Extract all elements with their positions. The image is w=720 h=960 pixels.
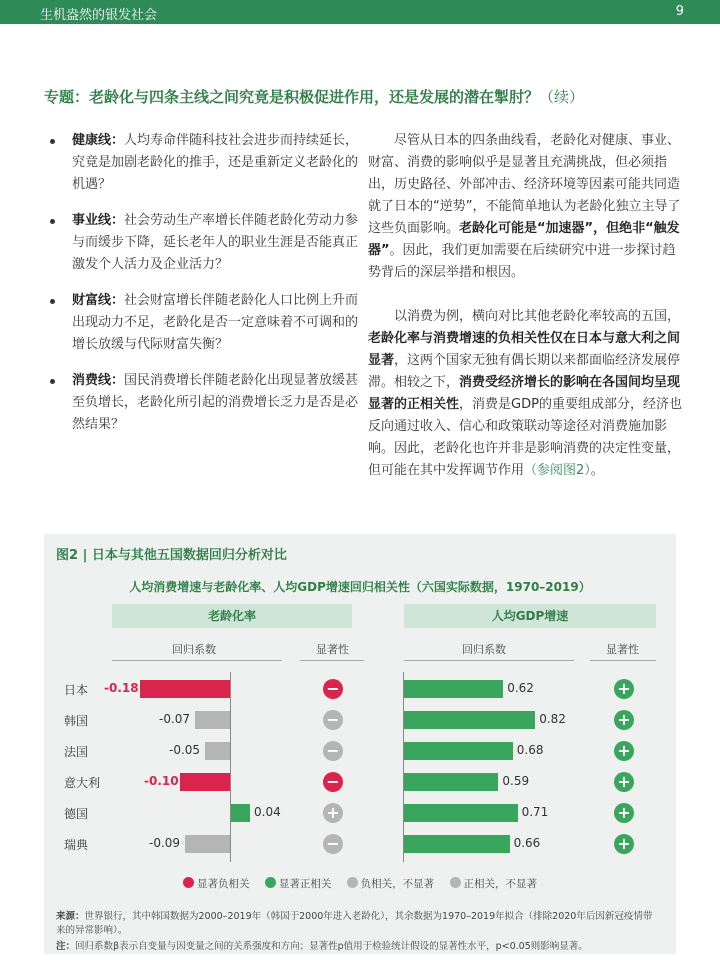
source-label: 来源： [56,911,85,922]
aging-significance-icon: − [323,772,343,792]
aging-value: -0.18 [104,681,139,695]
legend-label: 负相关，不显著 [360,878,435,890]
aging-value: -0.05 [169,743,201,757]
gdp-significance-icon: + [614,803,634,823]
aging-value: 0.04 [254,805,281,819]
gdp-value: 0.62 [507,681,534,695]
gdp-significance-icon: + [614,741,634,761]
legend-label: 显著负相关 [196,878,250,890]
row-label: 意大利 [64,776,101,790]
aging-bar [140,680,230,698]
rule-left-sig [300,660,364,661]
rule-right-sig [590,660,656,661]
gdp-zero-axis [403,672,404,862]
bullet-dot [50,379,55,384]
bullet-text: 社会财富增长伴随老龄化人口比例上升而出现动力不足，老龄化是否一定意味着不可调和的增长放缓与代际财富失衡？ [72,293,359,352]
bullet-title: 消费线： [72,373,125,388]
row-label: 韩国 [64,714,89,728]
legend-swatch [265,877,276,888]
bullet-text: 国民消费增长伴随老龄化出现显著放缓甚至负增长，老龄化所引起的消费增长乏力是否是必然结果？ [72,373,359,432]
col-header-coef-right: 回归系数 [462,643,506,656]
gdp-value: 0.68 [516,743,544,757]
legend-swatch [450,877,461,888]
col-header-sig-left: 显著性 [316,643,349,656]
row-label: 瑞典 [64,838,89,852]
source-text: 世界银行，其中韩国数据为2000–2019年（韩国于2000年进入老龄化），其余数据为1970–2019年拟合（排除2020年后因新冠疫情带来的异常影响）。 [56,911,653,936]
aging-value: -0.07 [159,712,191,726]
chart-legend [0,876,720,891]
body-column [368,130,682,504]
col-header-coef-left: 回归系数 [172,643,216,656]
legend-item-sig-pos [265,876,332,891]
bullet-text: 人均寿命伴随科技社会进步而持续延长，究竟是加剧老龄化的推手，还是重新定义老龄化的机遇？ [72,133,359,192]
gdp-bar [404,711,535,729]
bullet-title: 健康线： [72,133,125,148]
paragraph-text: 以消费为例，横向对比其他老龄化率较高的五国， [394,309,681,324]
header-bar [0,0,720,24]
legend-swatch [347,877,358,888]
bullet-dot [50,139,55,144]
paragraph-text: 。 [590,463,604,478]
aging-bar [195,711,230,729]
paragraph-1 [368,130,682,284]
gdp-value: 0.71 [521,805,549,819]
bullet-career [50,210,370,276]
gdp-significance-icon: + [614,710,634,730]
paragraph-bold: 老龄化可能是“加速器”，但绝非“触发器” [368,221,680,258]
legend-item-neg [347,876,435,891]
paragraph-bold: 消费受经济增长的影响在各国间均呈现显著的正相关性 [368,375,681,412]
figure-box [44,534,676,954]
figure-source [56,910,656,938]
aging-significance-icon: − [323,741,343,761]
paragraph-text: 。因此，我们更加需要在后续研究中进一步探讨趋势背后的深层举措和根因。 [368,243,676,280]
gdp-bar [404,773,498,791]
gdp-significance-icon: + [614,679,634,699]
bullet-consumption [50,370,370,436]
note-label: 注： [56,941,76,952]
aging-bar [185,835,230,853]
bullet-dot [50,219,55,224]
legend-label: 显著正相关 [278,878,332,890]
panel-header-aging: 老龄化率 [112,604,352,628]
figure-title: 图2 | 日本与其他五国数据回归分析对比 [56,548,287,563]
bullet-wealth [50,290,370,356]
paragraph-text: 尽管从日本的四条曲线看，老龄化对健康、事业、财富、消费的影响似乎是显著且充满挑战，但必须指出，历史路径、外部冲击、经济环境等因素可能共同造就了日本的“逆势”，不能简单地认为老龄化独立主导了这些负面影响。 [368,133,681,236]
legend-swatch [183,877,194,888]
paragraph-2 [368,306,682,482]
aging-value: -0.10 [144,774,179,788]
topic-heading-cont: （续） [539,88,585,106]
figure-note [56,940,676,954]
aging-zero-axis [230,672,231,862]
legend-item-pos [450,876,538,891]
aging-bar [180,773,230,791]
gdp-value: 0.82 [539,712,566,726]
bullet-health [50,130,370,196]
topic-heading-text: 专题：老龄化与四条主线之间究竟是积极促进作用，还是发展的潜在掣肘？ [44,88,540,106]
header-title: 生机盎然的银发社会 [40,8,158,23]
page-number: 9 [675,4,684,19]
aging-bar [230,804,250,822]
legend-item-sig-neg [183,876,250,891]
row-label: 法国 [64,745,89,759]
gdp-value: 0.59 [502,774,530,788]
gdp-significance-icon: + [614,772,634,792]
row-label: 德国 [64,807,89,821]
paragraph-text: ，消费是GDP的重要组成部分，经济也反向通过收入、信心和政策联动等途径对消费施加影响。因此，老龄化也许并非是影响消费的决定性变量，但可能在其中发挥调节作用 [368,397,682,478]
bullet-text: 社会劳动生产率增长伴随老龄化劳动力参与而缓步下降，延长老年人的职业生涯是否能真正激发个人活力及企业活力？ [72,213,359,272]
gdp-bar [404,742,513,760]
chart-subtitle: 人均消费增速与老龄化率、人均GDP增速回归相关性（六国实际数据，1970–2019） [129,580,591,594]
figure-reference: （参阅图2） [524,463,591,478]
rule-left [112,660,282,661]
note-text: 回归系数β表示自变量与因变量之间的关系强度和方向；显著性p值用于检验统计假设的显著性水平，p<0.05则影响显著。 [75,941,588,952]
gdp-bar [404,835,510,853]
rule-right [404,660,574,661]
aging-significance-icon: + [323,803,343,823]
aging-value: -0.09 [149,836,181,850]
gdp-bar [404,804,518,822]
bullet-title: 事业线： [72,213,125,228]
aging-significance-icon: − [323,679,343,699]
topic-heading [44,86,584,107]
legend-label: 正相关，不显著 [463,878,538,890]
paragraph-text: ，这两个国家无独有偶长期以来都面临经济发展停滞。相较之下， [368,353,681,390]
bullet-list [50,130,370,450]
bullet-dot [50,299,55,304]
gdp-significance-icon: + [614,834,634,854]
gdp-value: 0.66 [513,836,541,850]
bullet-title: 财富线： [72,293,125,308]
aging-significance-icon: − [323,834,343,854]
panel-header-gdp: 人均GDP增速 [404,604,656,628]
row-label: 日本 [64,683,89,697]
gdp-bar [404,680,503,698]
aging-bar [205,742,230,760]
paragraph-bold: 老龄化率与消费增速的负相关性仅在日本与意大利之间显著 [368,331,681,368]
col-header-sig-right: 显著性 [606,643,639,656]
aging-significance-icon: − [323,710,343,730]
